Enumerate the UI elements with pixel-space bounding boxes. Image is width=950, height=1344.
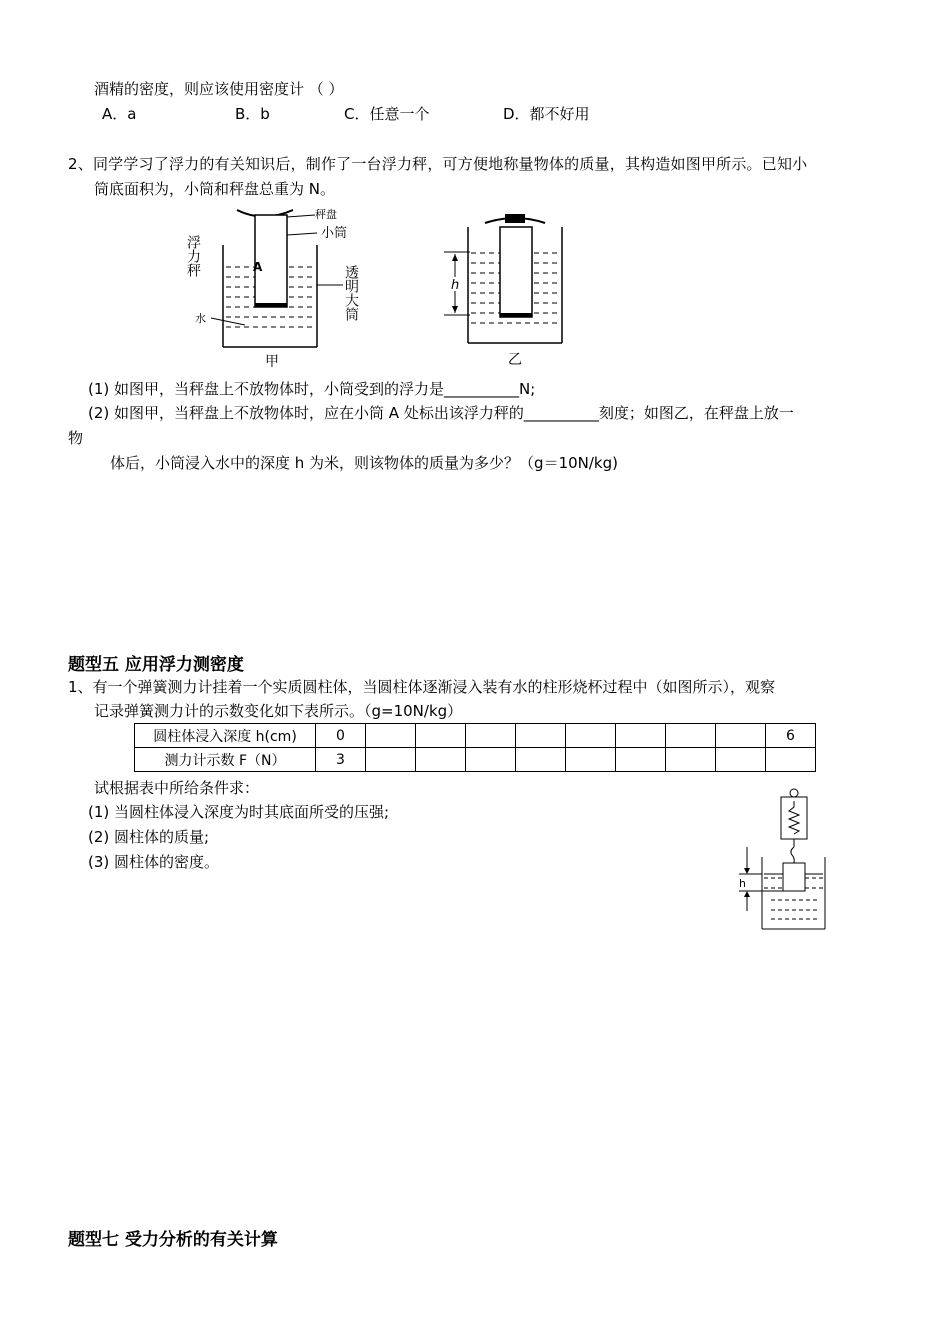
table-cell xyxy=(466,748,516,772)
label-a: A xyxy=(253,260,263,274)
table-cell: 圆柱体浸入深度 h(cm) xyxy=(135,724,316,748)
table-cell: 3 xyxy=(316,748,366,772)
label-h: h xyxy=(451,278,460,293)
section-7-title: 题型七 受力分析的有关计算 xyxy=(68,1230,278,1250)
label-big-tube: 透明大筒 xyxy=(343,265,359,321)
s5-q1-line-2: 记录弹簧测力计的示数变化如下表所示。（g=10N/kg） xyxy=(94,702,463,720)
s5-ask: 试根据表中所给条件求： xyxy=(94,779,260,797)
q2-line-1: 2、同学学习了浮力的有关知识后，制作了一台浮力秤，可方便地称量物体的质量，其构造如图甲所示。已知小 xyxy=(68,155,808,173)
table-cell xyxy=(416,724,466,748)
table-cell xyxy=(616,748,666,772)
option-b: B．b xyxy=(235,105,270,123)
label-water: 水 xyxy=(195,312,206,325)
table-cell xyxy=(666,748,716,772)
label-pan: 秤盘 xyxy=(315,208,337,221)
label-scale: 浮力秤 xyxy=(185,235,201,277)
table-cell xyxy=(766,748,816,772)
q2-sub-2b: 物 xyxy=(68,429,84,447)
table-cell xyxy=(616,724,666,748)
section-5-title: 题型五 应用浮力测密度 xyxy=(68,655,244,675)
q2-sub-2c: 体后，小筒浸入水中的深度 h 为米，则该物体的质量为多少？（g＝10N/kg) xyxy=(110,454,618,472)
table-cell: 测力计示数 F（N） xyxy=(135,748,316,772)
q2-line-2: 筒底面积为，小筒和秤盘总重为 N。 xyxy=(94,180,335,198)
q2-sub-2a: (2) 如图甲，当秤盘上不放物体时，应在小筒 A 处标出该浮力秤的__________刻度；如图乙，在秤盘上放一 xyxy=(88,404,794,422)
data-table xyxy=(134,723,816,772)
table-row xyxy=(135,724,816,748)
label-small-tube: 小筒 xyxy=(321,226,348,241)
table-cell xyxy=(416,748,466,772)
table-cell xyxy=(716,748,766,772)
s5-item-3: (3) 圆柱体的密度。 xyxy=(88,853,220,871)
caption-yi: 乙 xyxy=(508,352,522,368)
s5-item-2: (2) 圆柱体的质量; xyxy=(88,828,210,846)
table-cell xyxy=(666,724,716,748)
q2-sub-1: (1) 如图甲，当秤盘上不放物体时，小筒受到的浮力是__________N; xyxy=(88,380,536,398)
table-cell xyxy=(566,748,616,772)
table-cell: 6 xyxy=(766,724,816,748)
figure-jia xyxy=(185,205,370,375)
option-a: A．a xyxy=(102,105,137,123)
caption-jia: 甲 xyxy=(265,354,279,370)
table-cell xyxy=(366,724,416,748)
option-c: C．任意一个 xyxy=(344,105,430,123)
option-d: D．都不好用 xyxy=(503,105,590,123)
prev-question-line: 酒精的密度，则应该使用密度计 （ ） xyxy=(94,80,344,98)
table-cell: 0 xyxy=(316,724,366,748)
table-cell xyxy=(516,724,566,748)
s5-q1-line-1: 1、有一个弹簧测力计挂着一个实质圆柱体，当圆柱体逐渐浸入装有水的柱形烧杯过程中（如图所示），观察 xyxy=(68,678,776,696)
figure-yi xyxy=(430,205,580,373)
table-row xyxy=(135,748,816,772)
spring-scale-figure xyxy=(735,785,830,933)
table-cell xyxy=(516,748,566,772)
table-cell xyxy=(566,724,616,748)
table-cell xyxy=(366,748,416,772)
s5-item-1: (1) 当圆柱体浸入深度为时其底面所受的压强; xyxy=(88,803,390,821)
table-cell xyxy=(466,724,516,748)
label-h-spring: h xyxy=(739,877,746,890)
table-cell xyxy=(716,724,766,748)
